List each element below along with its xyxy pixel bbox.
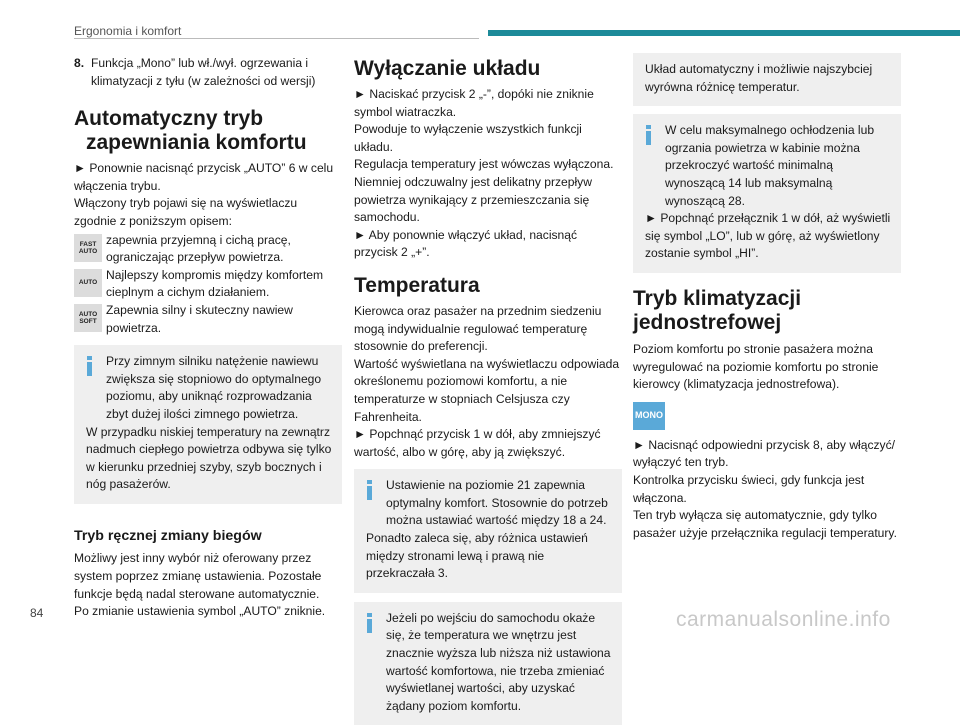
column-right: [633, 55, 901, 542]
mode-description: Zapewnia silny i skuteczny nawiew powietrza.: [106, 302, 293, 335]
info-text: ► Popchnąć przełącznik 1 w dół, aż wyświetli się symbol „LO”, lub w górę, aż wyświetlony zostanie symbol „HI”.: [645, 211, 891, 261]
info-text: Jeżeli po wejściu do samochodu okaże się, że temperatura we wnętrzu jest znacznie wyższa lub niższa niż ustawiona wartość komfortowa, nie trzeba zmieniać wyświetlanej wartości, aby uzyskać żądany poziom komfortu.: [386, 610, 611, 713]
paragraph: ► Nacisnąć odpowiedni przycisk 8, aby włączyć/ wyłączyć ten tryb.: [633, 437, 896, 470]
paragraph: Powoduje to wyłączenie wszystkich funkcji układu.: [354, 122, 582, 154]
paragraph: Możliwy jest inny wybór niż oferowany przez system poprzez zmianę ustawienia. Pozostałe funkcje będą nadal sterowane automatycznie.: [74, 551, 322, 601]
heading-system-off: Wyłączanie układu: [354, 57, 541, 80]
info-text: Przy zimnym silniku natężenie nawiewu zwiększa się stopniowo do optymalnego poziomu, aby uniknąć rozprowadzania zbyt dużej ilości zimnego powietrza.: [106, 354, 322, 421]
auto-icon: AUTO: [74, 269, 102, 297]
info-text: Ponadto zaleca się, aby różnica ustawień między stronami lewą i prawą nie przekraczała 3.: [366, 531, 588, 581]
mode-description: zapewnia przyjemną i cichą pracę, ograniczając przepływ powietrza.: [106, 232, 291, 265]
mode-auto: [74, 267, 342, 302]
list-item-8: [74, 55, 342, 90]
column-left: [74, 55, 342, 621]
paragraph: Kontrolka przycisku świeci, gdy funkcja jest włączona.: [633, 472, 865, 505]
list-item-text: Funkcja „Mono” lub wł./wył. ogrzewania i klimatyzacji z tyłu (w zależności od wersji): [91, 56, 316, 88]
paragraph: Kierowca oraz pasażer na przednim siedzeniu mogą indywidualnie regulować temperaturę stosownie do preferencji.: [354, 303, 602, 354]
paragraph: ► Ponownie nacisnąć przycisk „AUTO” 6 w celu włączenia trybu.: [74, 161, 334, 193]
info-icon: [645, 125, 652, 145]
watermark: carmanualsonline.info: [676, 608, 891, 631]
heading-manual: Tryb ręcznej zmiany biegów: [74, 527, 262, 544]
paragraph: Włączony tryb pojawi się na wyświetlaczu zgodnie z poniższym opisem:: [74, 196, 298, 228]
mode-fast-auto: [74, 232, 342, 267]
info-box: [633, 114, 901, 273]
info-text: W celu maksymalnego ochłodzenia lub ogrzania powietrza w kabinie można przekroczyć wartość minimalną wynoszącą 14 lub maksymalną wynoszącą 28.: [665, 123, 875, 208]
auto-soft-icon: AUTO SOFT: [74, 304, 102, 332]
list-item-number: 8.: [74, 56, 85, 70]
box-text: Układ automatyczny i możliwie najszybciej wyrówna różnicę temperatur.: [645, 62, 873, 94]
info-box: [354, 602, 622, 725]
info-box: [354, 469, 622, 593]
info-icon: [366, 480, 373, 500]
mode-description: Najlepszy kompromis między komfortem cieplnym a cichym działaniem.: [106, 267, 324, 300]
heading-temperature: Temperatura: [354, 273, 480, 297]
header-accent-bar: [488, 30, 960, 36]
mode-auto-soft: [74, 302, 342, 337]
paragraph: Wartość wyświetlana na wyświetlaczu odpowiada określonemu poziomowi komfortu, a nie temperaturze w stopniach Celsjusza czy Fahrenheita.: [354, 356, 620, 424]
heading-auto-comfort: [74, 107, 342, 155]
paragraph: Po zmianie ustawienia symbol „AUTO” zniknie.: [74, 604, 326, 619]
paragraph: Regulacja temperatury jest wówczas wyłączona. Niemniej odczuwalny jest delikatny przepływ powietrza wynikający z przemieszczania się samochodu.: [354, 157, 614, 225]
heading-mono-line2: jednostrefowej: [633, 310, 782, 334]
paragraph: ► Aby ponownie włączyć układ, nacisnąć przycisk 2 „+”.: [354, 227, 578, 260]
header-rule: [74, 38, 479, 39]
header-title: Ergonomia i komfort: [74, 24, 182, 38]
info-text: W przypadku niskiej temperatury na zewnątrz nadmuch ciepłego powietrza odbywa się tylko w kierunku przedniej szyby, szyb bocznych i nóg pasażerów.: [86, 424, 332, 492]
paragraph: ► Popchnąć przycisk 1 w dół, aby zmniejszyć wartość, albo w górę, aby ją zwiększyć.: [354, 427, 601, 459]
heading-mono-line1: Tryb klimatyzacji: [633, 286, 802, 310]
heading-auto-line2: zapewniania komfortu: [86, 131, 307, 155]
paragraph: Poziom komfortu po stronie pasażera można wyregulować na poziomie komfortu po stronie kierowcy (klimatyzacja jednostrefowa).: [633, 341, 879, 392]
heading-mono-zone: [633, 287, 901, 335]
info-icon: [86, 356, 93, 376]
info-text: Ustawienie na poziomie 21 zapewnia optymalny komfort. Stosownie do potrzeb można ustawiać wartość między 18 a 24.: [386, 478, 608, 528]
heading-auto-line1: Automatyczny tryb: [74, 107, 264, 131]
text-box: [633, 53, 901, 106]
column-middle: [354, 55, 622, 725]
paragraph: Ten tryb wyłącza się automatycznie, gdy tylko pasażer użyje przełącznika regulacji temperatury.: [633, 508, 897, 540]
info-icon: [366, 613, 373, 633]
info-box: [74, 345, 342, 504]
mode-list: [74, 232, 342, 338]
mono-icon: MONO: [633, 402, 665, 430]
page-number: 84: [30, 606, 44, 620]
fast-auto-icon: FAST AUTO: [74, 234, 102, 262]
paragraph: ► Naciskać przycisk 2 „-”, dopóki nie zniknie symbol wiatraczka.: [354, 87, 594, 119]
